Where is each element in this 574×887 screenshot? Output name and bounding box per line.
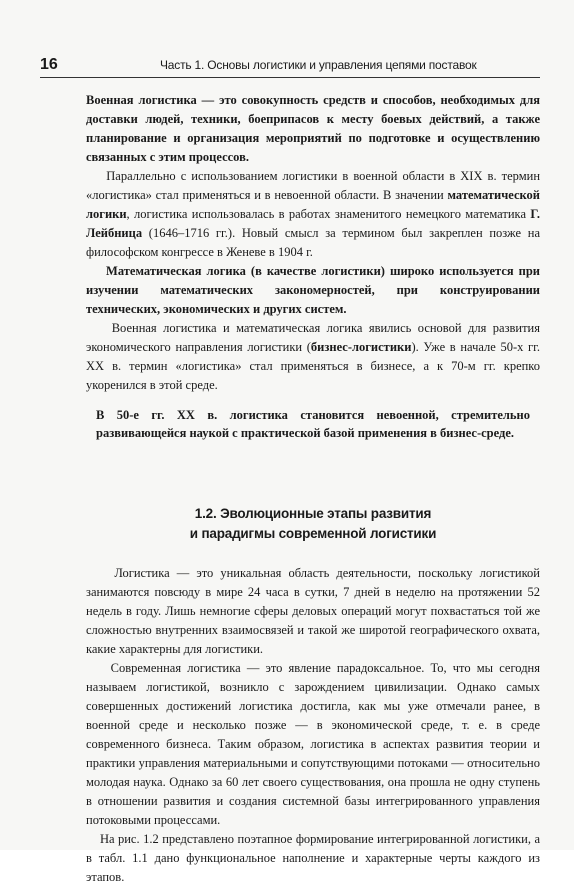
paragraph-business-logistics <box>86 319 540 395</box>
term-leibniz: Г. Лейбница <box>86 207 540 240</box>
paragraph-history-text-a: Параллельно с использованием логистики в военной области в XIX в. термин «логистика» стал применяться и в невоенной области. В значении <box>86 169 541 202</box>
paragraph-figure-reference-text: На рис. 1.2 представлено поэтапное формирование интегрированной логистики, а в табл. 1.1 дано функциональное наполнение и характерные черты каждого из этапов. <box>86 832 540 884</box>
section-heading-line1: 1.2. Эволюционные этапы развития <box>194 506 432 521</box>
section-heading-line2: и парадигмы современной логистики <box>189 526 437 541</box>
paragraph-paradox-text: Современная логистика — это явление парадоксальное. То, что мы сегодня называем логистикой, возникло с зарождением цивилизации. Однако самых совершенных достижений логистика достигла, как мы уже отмечали ранее, в военной среде и несколько позже — в экономической среде, т. е. в среде современного бизнеса. Таким образом, логистика в аспектах развития теории и практики управления материальными и сопутствующими потоками — относительно молодая наука. Однако за 60 лет своего существования, она прошла не одну ступень в отношении развития и создания системной базы интегрированного управления потоковыми процессами. <box>86 661 540 827</box>
section-heading <box>86 504 540 544</box>
definition-military-logistics: Военная логистика — это совокупность средств и способов, необходимых для доставки людей, техники, боеприпасов к месту боевых действий, а также планирование и организация мероприятий по подготовке и осуществлению связанных с этим процессов. <box>86 93 540 164</box>
paragraph-figure-reference <box>86 830 540 887</box>
paragraph-business-text-c: ). Уже в начале 50-х гг. XX в. термин «логистика» стал применяться в бизнесе, а к 70-м гг. крепко укоренился в этой среде. <box>86 340 540 392</box>
definition-math-logic <box>86 262 540 319</box>
paragraph-unique-area-text: Логистика — это уникальная область деятельности, поскольку логистикой занимаются повсюду в мире 24 часа в сутки, 7 дней в неделю на протяжении 52 недель в году. Лишь немногие сферы деловых операций могут похвастаться той же сложностью внутренних взаимосвязей и такой же широтой географического охвата, какие характерны для логистики. <box>86 566 540 656</box>
definition-math-logic-text: Математическая логика (в качестве логистики) широко используется при изучении математических закономерностей, при конструировании технических, экономических и других систем. <box>86 264 541 316</box>
page-body <box>86 91 540 887</box>
paragraph-paradox <box>86 659 540 830</box>
page-number: 16 <box>40 56 58 73</box>
paragraph-history-text-e: (1646–1716 гг.). Новый смысл за термином был закреплен позже на философском конгрессе в Женеве в 1904 г. <box>86 226 540 259</box>
page-header <box>40 55 540 78</box>
paragraph-business-text-a: Военная логистика и математическая логика явились основой для развития экономического направления логистики ( <box>86 321 540 354</box>
paragraph-history <box>86 167 540 262</box>
running-head: Часть 1. Основы логистики и управления цепями поставок <box>160 58 477 72</box>
term-math-logic: математической логики <box>86 188 540 221</box>
paragraph-history-text-c: , логистика использовалась в работах знаменитого немецкого математика <box>126 207 531 221</box>
term-business-logistics: бизнес-логистики <box>310 340 412 354</box>
paragraph-unique-area <box>86 564 540 659</box>
highlight-note: В 50-е гг. XX в. логистика становится невоенной, стремительно развивающейся наукой с практической базой применения в бизнес-среде. <box>96 408 530 440</box>
